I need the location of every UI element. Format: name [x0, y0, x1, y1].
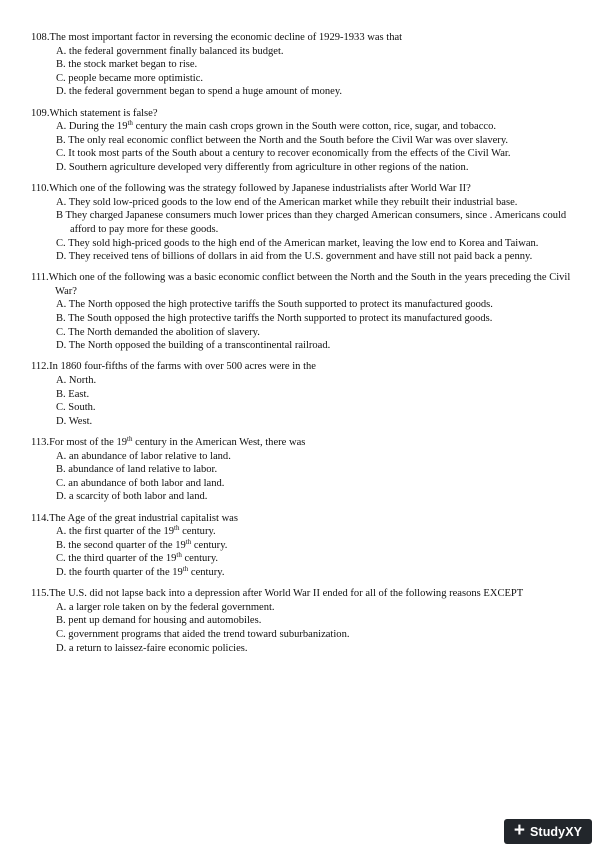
answer-option — [31, 490, 583, 504]
text-segment: A. During the 19 — [56, 121, 128, 133]
answer-option — [31, 525, 583, 539]
answer-option — [31, 72, 583, 86]
text-segment: D. West. — [56, 415, 93, 427]
text-segment: 114.The Age of the great industrial capitalist was — [31, 512, 238, 524]
text-segment: century in the American West, there was — [132, 437, 306, 448]
superscript: th — [182, 564, 189, 573]
text-segment: C. government programs that aided the trend toward suburbanization. — [56, 628, 350, 640]
text-segment: century. — [181, 553, 219, 565]
superscript: th — [185, 537, 192, 546]
answer-option — [31, 415, 583, 429]
text-segment: A. an abundance of labor relative to land. — [56, 450, 231, 462]
text-segment: C. people became more optimistic. — [56, 72, 204, 84]
answer-option — [31, 209, 583, 236]
superscript: th — [127, 435, 133, 443]
text-segment: 113.For most of the 19 — [31, 437, 127, 448]
text-segment: century. — [191, 539, 228, 551]
text-segment: A. They sold low-priced goods to the low end of the American market while they rebuilt their industrial base. — [56, 196, 518, 208]
question-stem — [31, 512, 583, 526]
question-stem — [31, 31, 583, 45]
answer-option — [31, 566, 583, 580]
answer-option — [31, 339, 583, 353]
text-segment: A. North. — [56, 375, 97, 387]
text-segment: C. South. — [56, 402, 96, 414]
text-segment: B. the second quarter of the 19 — [56, 539, 186, 551]
answer-option — [31, 450, 583, 464]
superscript: th — [174, 524, 180, 533]
answer-option — [31, 298, 583, 312]
text-segment: D. They received tens of billions of dollars in aid from the U.S. government and have still not paid back a penny. — [56, 251, 533, 263]
answer-option — [31, 196, 583, 210]
plus-icon: + — [513, 820, 525, 841]
answer-option — [31, 250, 583, 264]
answer-option — [31, 463, 583, 477]
superscript: th — [176, 551, 182, 560]
question-stem — [31, 107, 583, 121]
answer-option — [31, 642, 583, 656]
text-segment: century the main cash crops grown in the South were cotton, rice, sugar, and tobacco. — [132, 121, 496, 133]
text-segment: B. the stock market began to rise. — [56, 59, 198, 71]
question-stem — [31, 436, 583, 450]
answer-option — [31, 85, 583, 99]
text-segment: A. The North opposed the high protective tariffs the South supported to protect its manufactured goods. — [56, 299, 493, 311]
answer-option — [31, 628, 583, 642]
question-114 — [31, 512, 583, 580]
text-segment: 115.The U.S. did not lapse back into a depression after World War II ended for all of the following reasons EXCEPT — [31, 588, 524, 600]
answer-option — [31, 539, 583, 553]
answer-option — [31, 601, 583, 615]
answer-option — [31, 477, 583, 491]
text-segment: A. a larger role taken on by the federal government. — [56, 601, 275, 613]
text-segment: 110.Which one of the following was the strategy followed by Japanese industrialists after World War II? — [31, 183, 471, 195]
answer-option — [31, 401, 583, 415]
text-segment: B. The South opposed the high protective tariffs the North supported to protect its manufactured goods. — [56, 313, 493, 325]
question-stem — [31, 360, 583, 374]
question-111 — [31, 271, 583, 353]
text-segment: D. The North opposed the building of a transcontinental railroad. — [56, 340, 331, 352]
answer-option — [31, 326, 583, 340]
answer-option — [31, 552, 583, 566]
answer-option — [31, 161, 583, 175]
answer-option — [31, 388, 583, 402]
studyxy-logo — [504, 819, 592, 844]
text-segment: C. The North demanded the abolition of slavery. — [56, 326, 260, 338]
question-108 — [31, 31, 583, 99]
text-segment: A. the first quarter of the 19 — [56, 526, 175, 538]
question-115 — [31, 587, 583, 655]
text-segment: B. East. — [56, 388, 90, 400]
answer-option — [31, 45, 583, 59]
text-segment: century. — [179, 526, 216, 538]
answer-option — [31, 120, 583, 134]
text-segment: D. a return to laissez-faire economic policies. — [56, 642, 248, 654]
answer-option — [31, 58, 583, 72]
logo-text: StudyXY — [530, 824, 583, 839]
text-segment: 111.Which one of the following was a basic economic conflict between the North and the South in the years preceding the Civil War? — [31, 272, 571, 297]
question-stem — [31, 271, 583, 298]
text-segment: 108.The most important factor in reversing the economic decline of 1929-1933 was that — [31, 32, 403, 43]
text-segment: D. the federal government began to spend a huge amount of money. — [56, 86, 343, 98]
answer-option — [31, 147, 583, 161]
text-segment: A. the federal government finally balanced its budget. — [56, 45, 284, 57]
answer-option — [31, 374, 583, 388]
text-segment: D. a scarcity of both labor and land. — [56, 491, 208, 503]
answer-option — [31, 614, 583, 628]
question-list — [31, 31, 583, 663]
text-segment: D. Southern agriculture developed very differently from agriculture in other regions of the nation. — [56, 161, 469, 173]
text-segment: B. The only real economic conflict between the North and the South before the Civil War was over slavery. — [56, 134, 509, 146]
text-segment: C. They sold high-priced goods to the high end of the American market, leaving the low end to Korea and Taiwan. — [56, 237, 539, 249]
text-segment: C. an abundance of both labor and land. — [56, 477, 225, 489]
text-segment: C. the third quarter of the 19 — [56, 553, 177, 565]
text-segment: 112.In 1860 four-fifths of the farms with over 500 acres were in the — [31, 361, 316, 373]
superscript: th — [127, 119, 133, 128]
text-segment: B They charged Japanese consumers much lower prices than they charged American consumers, since . Americans could afford to pay more for these goods. — [56, 210, 567, 235]
text-segment: century. — [188, 566, 225, 578]
text-segment: D. the fourth quarter of the 19 — [56, 566, 183, 578]
text-segment: B. pent up demand for housing and automobiles. — [56, 615, 262, 627]
question-109 — [31, 107, 583, 175]
question-113 — [31, 436, 583, 504]
question-stem — [31, 182, 583, 196]
text-segment: C. It took most parts of the South about a century to recover economically from the effects of the Civil War. — [56, 148, 511, 160]
answer-option — [31, 312, 583, 326]
question-110 — [31, 182, 583, 264]
text-segment: 109.Which statement is false? — [31, 107, 158, 119]
text-segment: B. abundance of land relative to labor. — [56, 464, 218, 476]
question-stem — [31, 587, 583, 601]
answer-option — [31, 134, 583, 148]
question-112 — [31, 360, 583, 428]
answer-option — [31, 237, 583, 251]
